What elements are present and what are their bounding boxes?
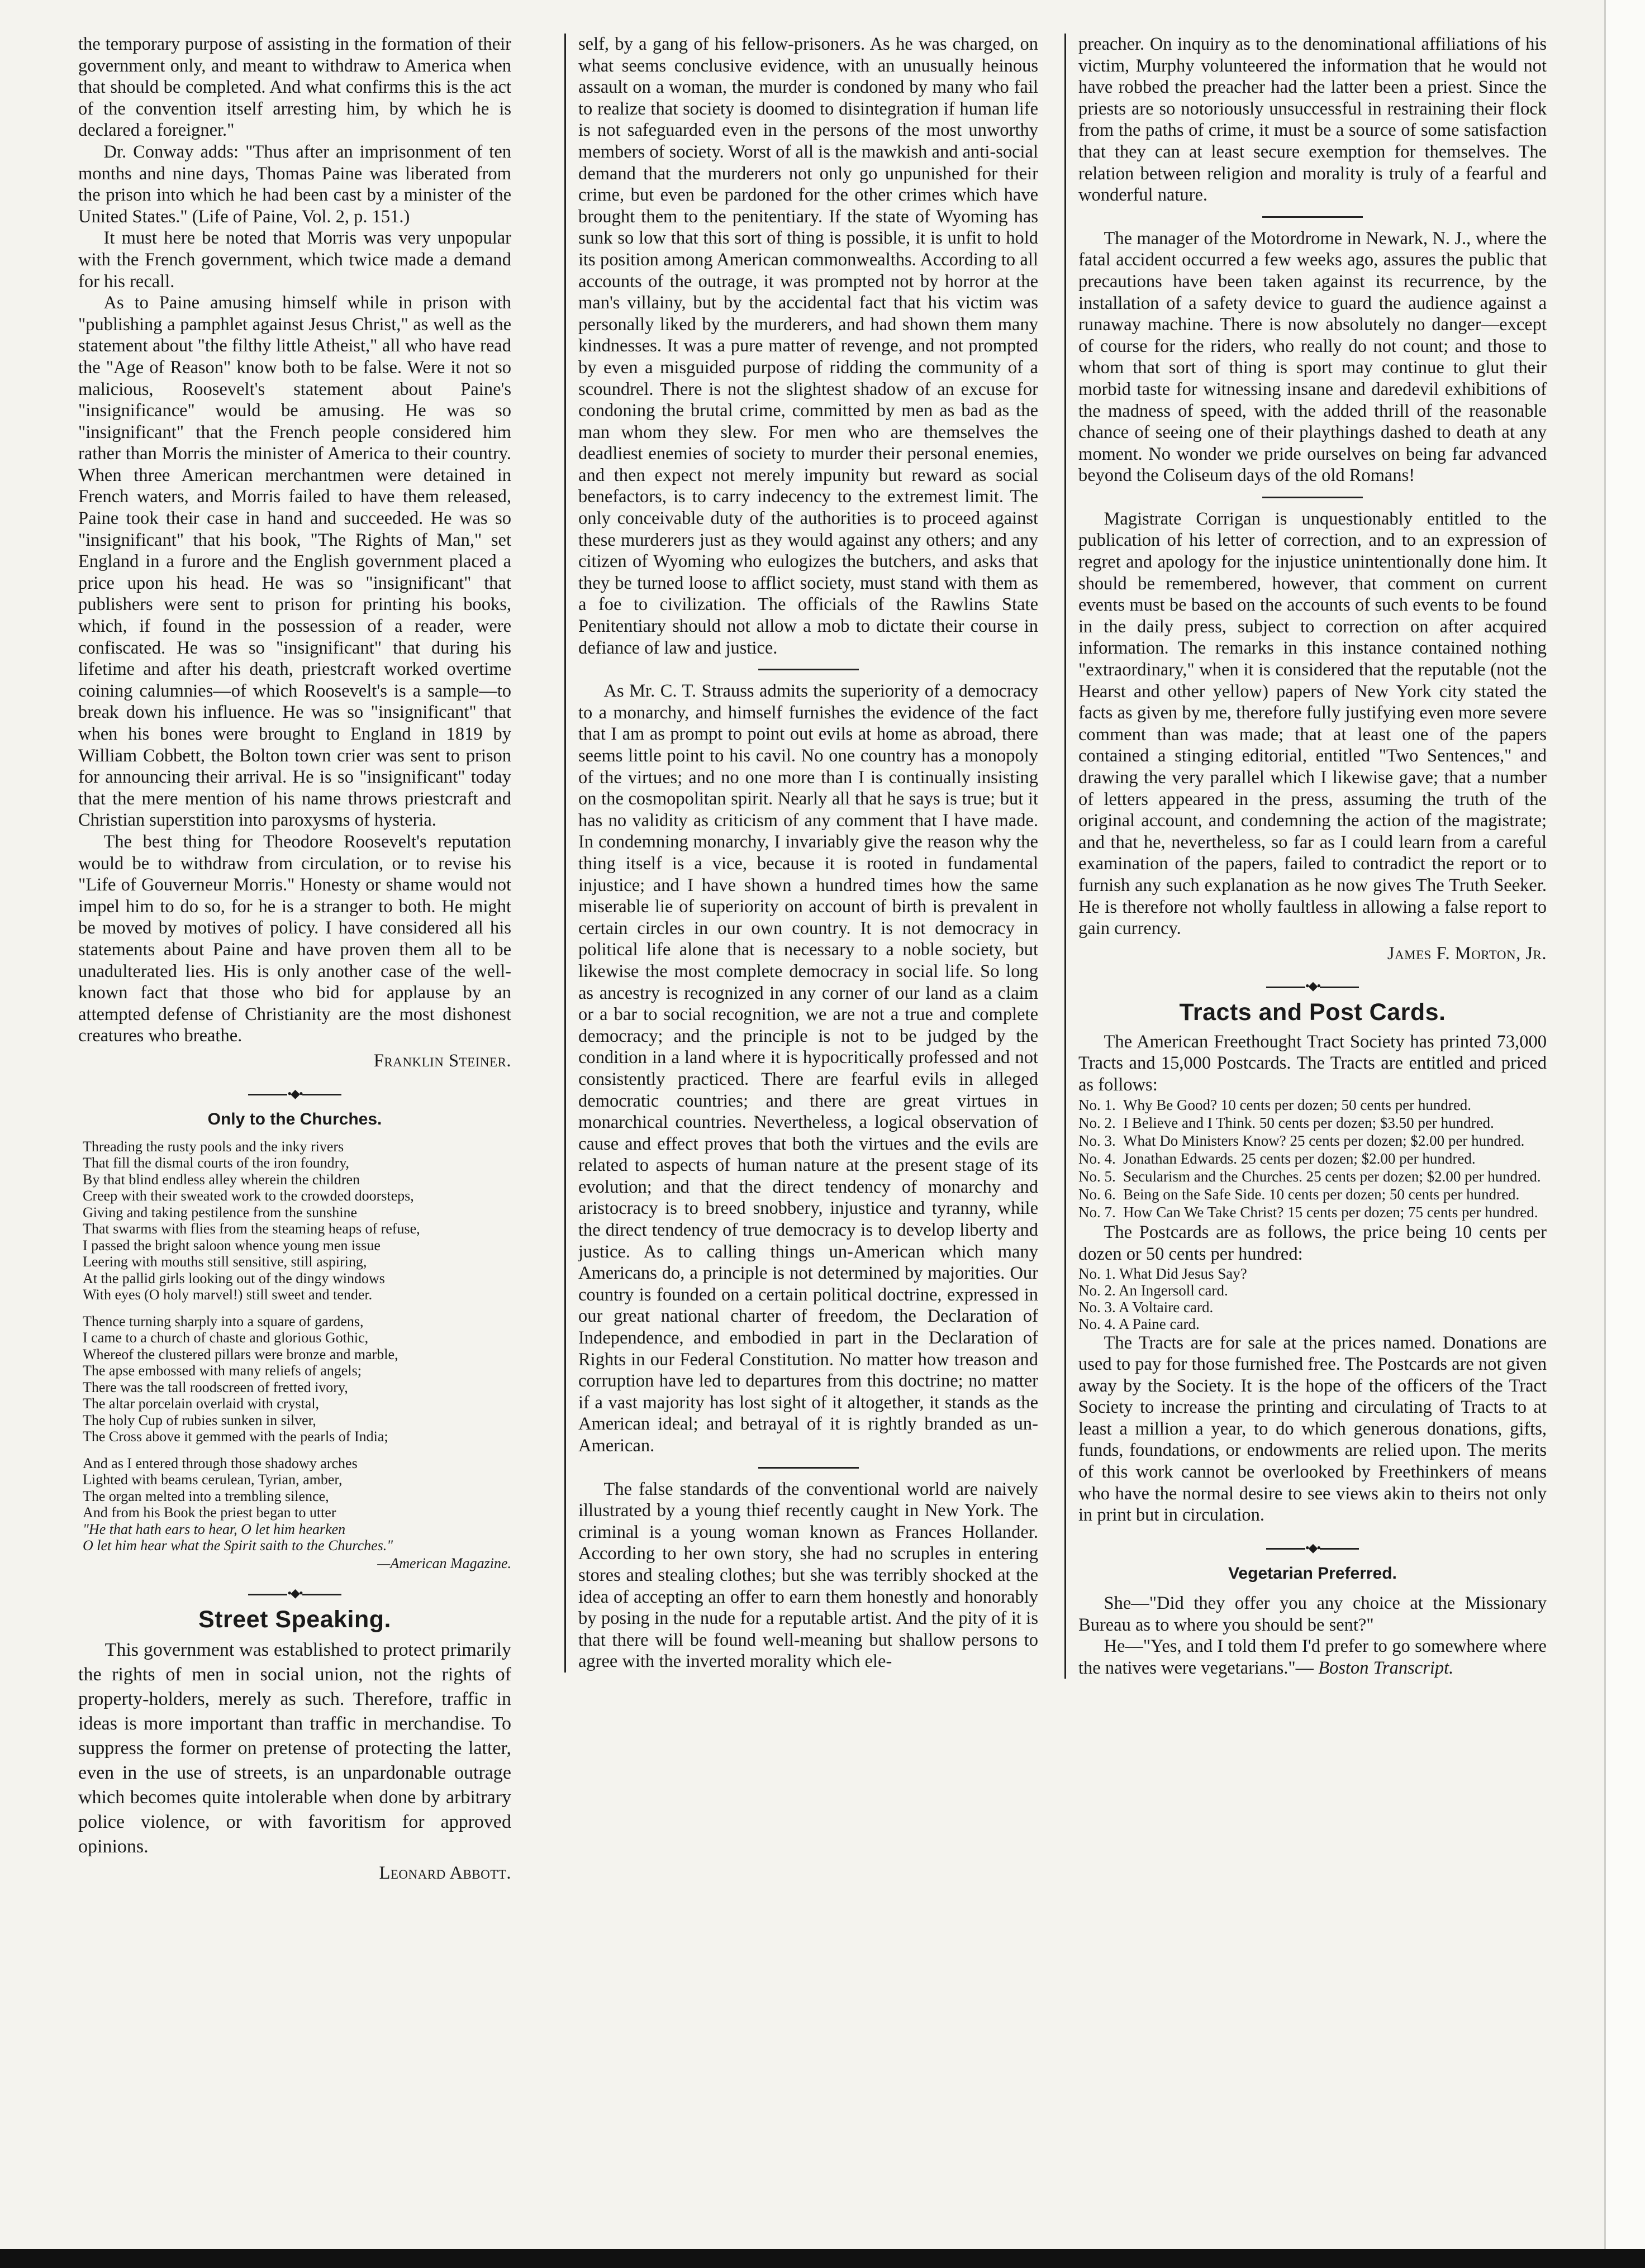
section-rule	[1262, 497, 1363, 498]
ornament-divider: •◆•	[78, 1083, 511, 1105]
tract-number: No. 6.	[1078, 1186, 1116, 1203]
poem-line: The Cross above it gemmed with the pearls of India;	[83, 1428, 388, 1445]
poem-title: Only to the Churches.	[207, 1110, 382, 1129]
tract-title: Jonathan Edwards. 25 cents per dozen; $2.00 per hundred.	[1123, 1150, 1476, 1168]
poem-stanza-1	[83, 1138, 511, 1303]
scan-edge-bottom	[0, 2249, 1645, 2268]
poem-line: The apse embossed with many reliefs of angels;	[83, 1362, 362, 1379]
paragraph	[1078, 1636, 1547, 1679]
poem-line: The altar porcelain overlaid with crystal,	[83, 1395, 320, 1412]
tracts-title: Tracts and Post Cards.	[1179, 998, 1446, 1026]
signature-abbott: Leonard Abbott.	[379, 1863, 511, 1884]
poem-source: —American Magazine.	[377, 1555, 511, 1571]
poem-line: Thence turning sharply into a square of gardens,	[83, 1313, 364, 1330]
poem-line: That swarms with flies from the steaming heaps of refuse,	[83, 1221, 420, 1237]
paragraph: This government was established to protect primarily the rights of men in social union, not the rights of property-holders, merely as such. Therefore, traffic in ideas is more important than traffic in merchandise. To suppress the former on pretense of protecting the latter, even in the use of streets, is an unpardonable outrage which becomes quite intolerable when done by arbitrary police violence, or with favoritism for approved opinions.	[78, 1640, 511, 1857]
tract-number: No. 5.	[1078, 1168, 1116, 1185]
poem-line: Creep with their sweated work to the crowded doorsteps,	[83, 1188, 414, 1204]
poem-line: That fill the dismal courts of the iron foundry,	[83, 1155, 350, 1171]
paragraph: The Tracts are for sale at the prices named. Donations are used to pay for those furnished free. The Postcards are not given away by the Society. It is the hope of the officers of the Tract Society to increase the printing and circulating of Tracts to at least a million a year, to do which generous donations, gifts, funds, foundations, or endowments are relied upon. The merits of this work cannot be overlooked by Freethinkers of means who have the normal desire to see views akin to theirs not only in print but in circulation.	[1078, 1332, 1547, 1526]
section-rule	[758, 1467, 859, 1469]
signature-morton: James F. Morton, Jr.	[1387, 943, 1547, 964]
poem-line: I passed the bright saloon whence young men issue	[83, 1237, 381, 1254]
poem-line: By that blind endless alley wherein the children	[83, 1171, 360, 1188]
tract-title: What Do Ministers Know? 25 cents per dozen; $2.00 per hundred.	[1123, 1132, 1525, 1150]
postcard-item: No. 1. What Did Jesus Say?	[1078, 1265, 1247, 1282]
poem-line: The organ melted into a trembling silence,	[83, 1488, 329, 1504]
tract-title: How Can We Take Christ? 15 cents per dozen; 75 cents per hundred.	[1123, 1204, 1538, 1221]
tract-title: Why Be Good? 10 cents per dozen; 50 cents per hundred.	[1123, 1097, 1472, 1114]
paragraph: As Mr. C. T. Strauss admits the superiority of a democracy to a monarchy, and himself furnishes the evidence of the fact that I am as prompt to point out evils at home as abroad, there seems little point to his cavil. No one country has a monopoly of the virtues; and no one more than I is continually insisting on the cosmopolitan spirit. Nearly all that he says is true; but it has no validity as criticism of any comment that I have made. In condemning monarchy, I invariably give the reason why the thing itself is a vice, because it is rooted in fundamental injustice; and I have shown a hundred times how the same miserable lie of superiority on account of birth is prevalent in certain circles in our own country. It is not democracy in political life alone that is necessary to a noble society, but likewise the most complete democracy in social life. So long as ancestry is recognized in any corner of our land as a claim or a bar to social recognition, we are not a true and complete democracy; and the principle is not to be judged by the condition in a land where it is hypocritically professed and not consistently practiced. There are fearful evils in alleged democratic countries; and there are great virtues in monarchical countries. Nevertheless, a logical observation of cause and effect proves that both the virtues and the evils are related to aspects of human nature at the present stage of its evolution; and that the direct tendency of monarchy and aristocracy is to breed snobbery, injustice and tyranny, while the direct tendency of true democracy is to develop liberty and justice. As to calling things un-American which many Americans do, a principle is not determined by majorities. Our country is founded on a certain political doctrine, expressed in our great national charter of freedom, the Declaration of Independence, and embodied in part in the Declaration of Rights in our Federal Constitution. No matter how treason and corruption have led to departures from this doctrine; no matter if a vast majority has lost sight of it altogether, it stands as the American ideal; and betrayal of it is rightly branded as un-American.	[578, 681, 1038, 1456]
section-rule	[758, 669, 859, 670]
poem-line: The holy Cup of rubies sunken in silver,	[83, 1412, 316, 1428]
poem-line-italic: O let him hear what the Spirit saith to the Churches."	[83, 1537, 393, 1554]
postcard-item: No. 4. A Paine card.	[1078, 1315, 1200, 1332]
postcard-item: No. 2. An Ingersoll card.	[1078, 1281, 1228, 1299]
vegetarian-line2: He—"Yes, and I told them I'd prefer to go somewhere where the natives were vegetarians."—	[1078, 1636, 1547, 1678]
vegetarian-source: Boston Transcript.	[1318, 1657, 1454, 1678]
paragraph: The American Freethought Tract Society has printed 73,000 Tracts and 15,000 Postcards. The Tracts are entitled and priced as follows:	[1078, 1031, 1547, 1095]
poem-stanza-2	[83, 1313, 511, 1445]
tract-number: No. 2.	[1078, 1114, 1116, 1132]
tract-number: No. 4.	[1078, 1150, 1116, 1168]
paragraph: It must here be noted that Morris was very unpopular with the French government, which twice made a demand for his recall.	[78, 228, 511, 292]
paragraph: Magistrate Corrigan is unquestionably entitled to the publication of his letter of correction, and to an expression of regret and apology for the injustice unintentionally done him. It should be remembered, however, that comment on current events must be based on the accounts of such events to be found in the daily press, subject to correction on after acquired information. The remarks in this instance contained nothing "extraordinary," when it is considered that the reputable (not the Hearst and other yellow) papers of New York city stated the facts as given by me, therefore fully justifying even more severe comment than was made; that at least one of the papers contained a stinging editorial, entitled "Two Sentences," and drawing the very parallel which I likewise gave; that a number of letters appeared in the press, assuming the truth of the original account, and condemning the action of the magistrate; and that he, nevertheless, so far as I could learn from a careful examination of the papers, failed to contradict the report or to furnish any such explanation as he now gives The Truth Seeker. He is therefore not wholly faultless in allowing a false report to gain currency.	[1078, 508, 1547, 939]
tract-item	[1078, 1114, 1547, 1131]
signature-steiner: Franklin Steiner.	[373, 1050, 511, 1071]
tract-number: No. 7.	[1078, 1204, 1116, 1221]
poem-line: With eyes (O holy marvel!) still sweet and tender.	[83, 1287, 373, 1303]
tract-number: No. 3.	[1078, 1132, 1116, 1150]
poem-line: I came to a church of chaste and glorious Gothic,	[83, 1330, 369, 1346]
tract-title: I Believe and I Think. 50 cents per dozen; $3.50 per hundred.	[1123, 1114, 1494, 1132]
vegetarian-title: Vegetarian Preferred.	[1228, 1564, 1397, 1583]
paragraph: The Postcards are as follows, the price being 10 cents per dozen or 50 cents per hundred:	[1078, 1222, 1547, 1264]
scan-edge-right	[1604, 0, 1645, 2268]
paragraph: The false standards of the conventional world are naively illustrated by a young thief recently caught in New York. The criminal is a young woman known as Frances Hollander. According to her own story, she had no scruples in entering stores and stealing clothes; but she was terribly shocked at the idea of accepting an offer to earn them honestly and honorably by posing in the nude for a reputable artist. And the pity of it is that there will be found well-meaning but shallow persons to agree with the inverted morality which ele-	[578, 1479, 1038, 1672]
poem-line: And as I entered through those shadowy arches	[83, 1455, 358, 1471]
paragraph: Dr. Conway adds: "Thus after an imprisonment of ten months and nine days, Thomas Paine was liberated from the prison into which he had been cast by a minister of the United States." (Life of Paine, Vol. 2, p. 151.)	[78, 141, 511, 227]
section-rule	[1262, 216, 1363, 218]
poem-line: And from his Book the priest began to utter	[83, 1504, 336, 1521]
paragraph: preacher. On inquiry as to the denominational affiliations of his victim, Murphy volunteered the information that he would not have robbed the preacher had the latter been a priest. Since the priests are so notoriously unsuccessful in restraining their flock from the paths of crime, it must be a source of some satisfaction that they can at least secure exemption for themselves. The relation between religion and morality is truly of a fearful and wonderful nature.	[1078, 34, 1547, 206]
tract-title: Secularism and the Churches. 25 cents per dozen; $2.00 per hundred.	[1123, 1168, 1541, 1185]
paragraph: The manager of the Motordrome in Newark, N. J., where the fatal accident occurred a few weeks ago, assures the public that precautions have been taken against its recurrence, by the installation of a safety device to guard the audience against a runaway machine. There is now absolutely no danger—except of course for the riders, who really do not count; and those to whom that sort of thing is sport may continue to glut their morbid taste for witnessing insane and daredevil exhibitions of the madness of speed, with the added thrill of the reasonable chance of seeing one of their playthings dashed to death at any moment. No wonder we pride ourselves on being far advanced beyond the Coliseum days of the old Romans!	[1078, 228, 1547, 486]
poem-line: Giving and taking pestilence from the sunshine	[83, 1204, 358, 1221]
postcard-list	[1078, 1265, 1547, 1332]
paragraph: self, by a gang of his fellow-prisoners. As he was charged, on what seems conclusive evidence, with an unusually heinous assault on a woman, the murder is condoned by many who fail to realize that society is doomed to disintegration if human life is not safeguarded even in the persons of the most unworthy members of society. Worst of all is the mawkish and anti-social demand that the murderers not only go unpunished for their crime, but even be pardoned for the other crimes which have brought them to the penitentiary. If the state of Wyoming has sunk so low that this sort of thing is possible, it is unfit to hold its position among American commonwealths. According to all accounts of the outrage, it was prompted not by horror at the man's villainy, but by the accidental fact that his victim was personally liked by the murderers, and had shown them many kindnesses. It was a pure matter of revenge, and not prompted by even a misguided purpose of ridding the community of a scoundrel. There is not the slightest shadow of an excuse for condoning the brutal crime, committed by men as bad as the man whom they slew. For men who are themselves the deadliest enemies of society to murder their personal enemies, and then expect not merely impunity but reward as social benefactors, is to carry indecency to the extremest limit. The only conceivable duty of the authorities is to proceed against these murderers just as they would against any others; and any citizen of Wyoming who eulogizes the butchers, and asks that they be turned loose to afflict society, must stand with them as a foe to civilization. The officials of the Rawlins State Penitentiary should not allow a mob to dictate their course in defiance of law and justice.	[578, 34, 1038, 658]
tract-item	[1078, 1168, 1547, 1185]
street-speaking-title: Street Speaking.	[198, 1605, 391, 1633]
paragraph: The best thing for Theodore Roosevelt's reputation would be to withdraw from circulation, or to revise his "Life of Gouverneur Morris." Honesty or shame would not impel him to do so, for he is a stranger to both. He might be moved by motives of policy. I have considered all his statements about Paine and have proven them all to be unadulterated lies. His is only another case of the well-known fact that those who bid for applause by an attempted defense of Christianity are the most dishonest creatures who breathe.	[78, 831, 511, 1046]
tract-item	[1078, 1097, 1547, 1113]
tract-number: No. 1.	[1078, 1097, 1116, 1114]
paragraph: She—"Did they offer you any choice at the Missionary Bureau as to where you should be sent?"	[1078, 1593, 1547, 1635]
ornament-divider: •◆•	[1078, 975, 1547, 997]
poem-line: There was the tall roodscreen of fretted ivory,	[83, 1379, 348, 1395]
poem-line: Lighted with beams cerulean, Tyrian, amber,	[83, 1471, 343, 1488]
tract-item	[1078, 1150, 1547, 1167]
column-2	[564, 34, 1038, 1673]
poem-line: Whereof the clustered pillars were bronze and marble,	[83, 1346, 398, 1362]
tract-list	[1078, 1097, 1547, 1221]
paragraph: As to Paine amusing himself while in prison with "publishing a pamphlet against Jesus Christ," as well as the statement about "the filthy little Atheist," all who have read the "Age of Reason" know both to be false. Were it not so malicious, Roosevelt's statement about Paine's "insignificance" would be amusing. He was so "insignificant" that the French people considered him rather than Morris the minister of America to their country. When three American merchantmen were detained in French waters, and Morris failed to have them released, Paine took their case in hand and succeeded. He was so "insignificant" that his book, "The Rights of Man," set England in a furore and the English government placed a price upon his head. He was so "insignificant" that publishers were sent to prison for printing his books, which, if found in the possession of a reader, were confiscated. He was so "insignificant" that during his lifetime and after his death, priestcraft worked overtime coining calumnies—of which Roosevelt's is a sample—to break down his influence. He was so "insignificant" that when his bones were brought to England in 1819 by William Cobbett, the Bolton town crier was sent to prison for announcing their arrival. He is so "insignificant" today that the mere mention of his name throws priestcraft and Christian superstition into paroxysms of hysteria.	[78, 293, 511, 831]
tract-title: Being on the Safe Side. 10 cents per dozen; 50 cents per hundred.	[1123, 1186, 1520, 1203]
street-speaking	[78, 1638, 511, 1884]
tract-item	[1078, 1186, 1547, 1203]
paragraph: the temporary purpose of assisting in the formation of their government only, and meant to withdraw to America when that should be completed. And what confirms this is the act of the convention itself arresting him, by which he is declared a foreigner."	[78, 34, 511, 141]
column-1	[78, 34, 511, 1890]
poem-line-italic: "He that hath ears to hear, O let him hearken	[83, 1521, 346, 1537]
poem-line: At the pallid girls looking out of the dingy windows	[83, 1270, 385, 1287]
postcard-item: No. 3. A Voltaire card.	[1078, 1298, 1214, 1316]
poem-line: Threading the rusty pools and the inky rivers	[83, 1138, 344, 1155]
poem	[83, 1138, 511, 1572]
tract-item	[1078, 1204, 1547, 1221]
poem-stanza-3	[83, 1455, 511, 1554]
column-3	[1064, 34, 1547, 1679]
ornament-divider: •◆•	[78, 1583, 511, 1604]
poem-line: Leering with mouths still sensitive, still aspiring,	[83, 1254, 367, 1270]
ornament-divider: •◆•	[1078, 1537, 1547, 1559]
tract-item	[1078, 1132, 1547, 1149]
